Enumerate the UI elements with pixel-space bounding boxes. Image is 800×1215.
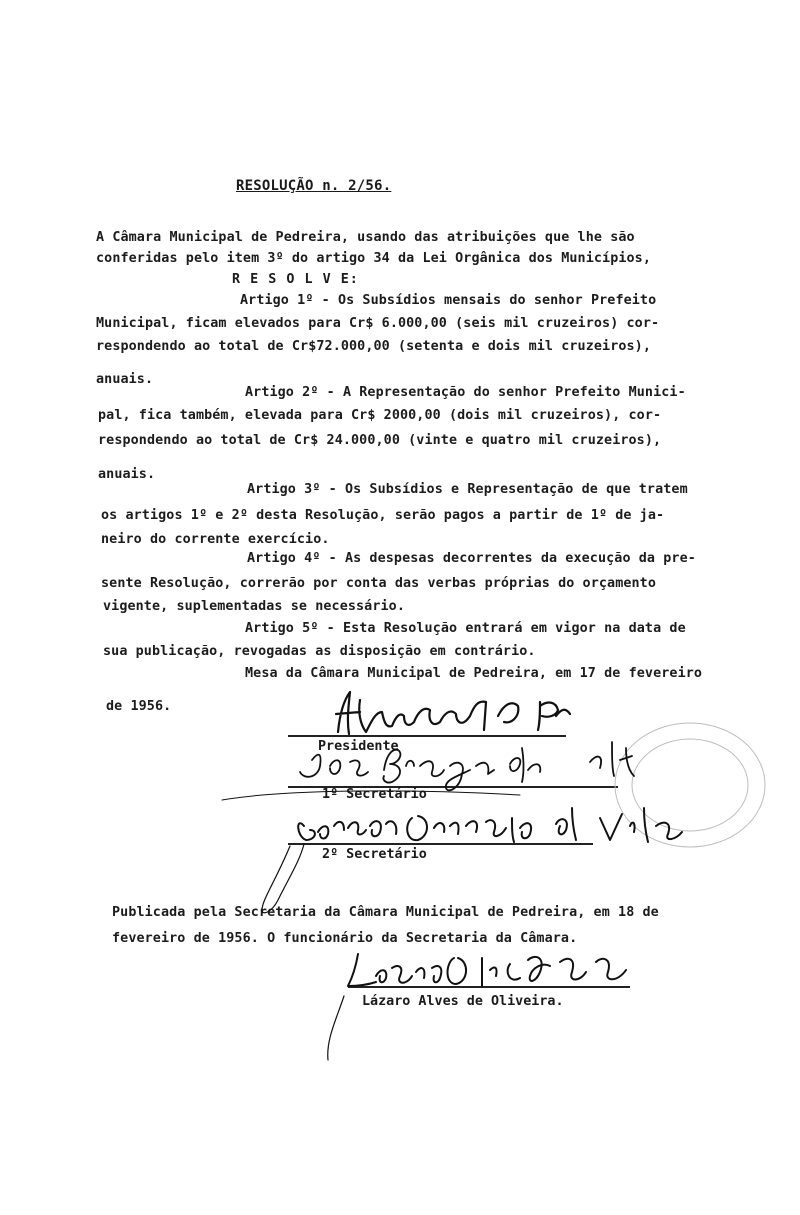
official-signature-line <box>348 986 630 988</box>
text-line: respondendo ao total de Cr$72.000,00 (setenta e dois mil cruzeiros), <box>96 339 652 354</box>
text-line: Artigo 2º - A Representação do senhor Prefeito Munici- <box>245 385 686 400</box>
text-line: neiro do corrente exercício. <box>101 532 330 547</box>
faded-stamp-inner <box>632 739 748 831</box>
president-signature-line <box>288 735 566 737</box>
publication-line: Publicada pela Secretaria da Câmara Municipal de Pedreira, em 18 de <box>112 905 659 920</box>
official-name: Lázaro Alves de Oliveira. <box>362 994 564 1009</box>
second-secretary-signature <box>222 791 682 913</box>
text-line: Artigo 1º - Os Subsídios mensais do senhor Prefeito <box>240 293 657 308</box>
first-secretary-label: 1º Secretário <box>322 787 427 802</box>
resolve-heading: R E S O L V E: <box>232 272 359 287</box>
text-line: conferidas pelo item 3º do artigo 34 da Lei Orgânica dos Municípios, <box>96 251 652 266</box>
text-line: sua publicação, revogadas as disposição em contrário. <box>103 644 536 659</box>
resolution-title: RESOLUÇÃO n. 2/56. <box>236 178 392 194</box>
text-line: Artigo 5º - Esta Resolução entrará em vigor na data de <box>245 621 686 636</box>
text-line: de 1956. <box>106 699 172 714</box>
text-line: anuais. <box>96 372 154 387</box>
second-secretary-label: 2º Secretário <box>322 847 427 862</box>
text-line: vigente, suplementadas se necessário. <box>103 599 405 614</box>
publication-line: fevereiro de 1956. O funcionário da Secretaria da Câmara. <box>112 931 578 946</box>
text-line: sente Resolução, correrão por conta das verbas próprias do orçamento <box>101 576 657 591</box>
text-line: Mesa da Câmara Municipal de Pedreira, em 17 de fevereiro <box>245 666 703 681</box>
text-line: A Câmara Municipal de Pedreira, usando das atribuições que lhe são <box>96 230 635 245</box>
faded-stamp <box>615 723 765 847</box>
text-line: anuais. <box>98 467 156 482</box>
president-signature <box>336 692 570 734</box>
text-line: Artigo 4º - As despesas decorrentes da execução da pre- <box>247 551 696 566</box>
text-line: Municipal, ficam elevados para Cr$ 6.000,00 (seis mil cruzeiros) cor- <box>96 316 660 331</box>
text-line: respondendo ao total de Cr$ 24.000,00 (vinte e quatro mil cruzeiros), <box>98 433 662 448</box>
text-line: os artigos 1º e 2º desta Resolução, serão pagos a partir de 1º de ja- <box>101 508 665 523</box>
second-secretary-signature-line <box>288 843 593 845</box>
text-line: pal, fica também, elevada para Cr$ 2000,00 (dois mil cruzeiros), cor- <box>98 408 662 423</box>
president-label: Presidente <box>318 739 399 754</box>
text-line: Artigo 3º - Os Subsídios e Representação de que tratem <box>247 482 688 497</box>
